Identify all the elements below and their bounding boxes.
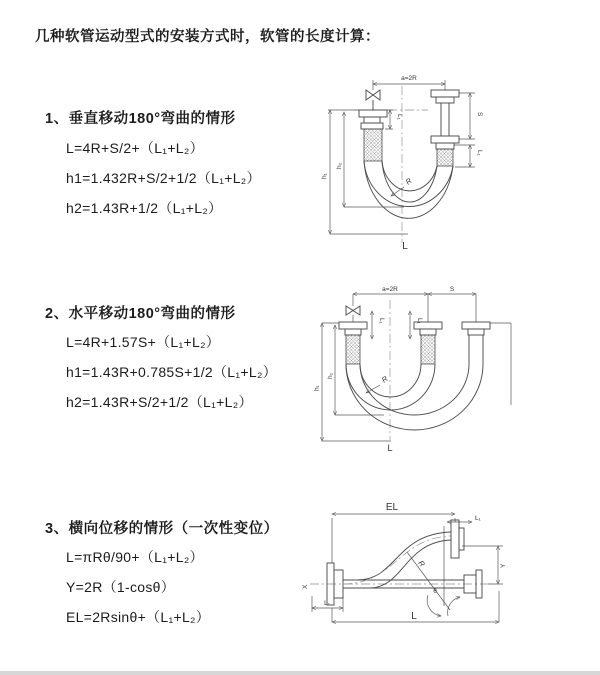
section-2-formula-l: L=4R+1.57S+（L₁+L₂） [66, 334, 221, 350]
page-bottom-edge [0, 671, 600, 675]
dim-label-theta: θ [433, 588, 437, 595]
dim-label-r: R [416, 558, 427, 569]
dim-label-y: Y [500, 563, 507, 568]
dim-label-l1-bottom: L₁ [324, 600, 330, 607]
vertical-180-bend-diagram [308, 66, 532, 258]
horizontal-180-bend-diagram [306, 280, 538, 462]
hose-assembly [327, 520, 482, 605]
section-1-heading: 1、垂直移动180°弯曲的情形 [45, 111, 236, 127]
section-3-formula-y: Y=2R（1-cosθ） [66, 579, 176, 595]
dim-label-l1-top: L₁ [475, 515, 481, 522]
page-title: 几种软管运动型式的安装方式时，软管的长度计算： [35, 29, 380, 45]
dim-label-a2r: a=2R [401, 75, 417, 82]
section-3-formula-el: EL=2Rsinθ+（L₁+L₂） [66, 609, 211, 625]
dim-label-l: L [411, 611, 417, 622]
dim-label-l1-mid: L₁ [416, 318, 423, 324]
dim-label-h1: h₁ [313, 385, 321, 391]
lateral-displacement-diagram [292, 496, 568, 646]
dimensions [312, 502, 507, 622]
centerline-mark-x: X [302, 584, 309, 589]
section-3-formula-l: L=πRθ/90+（L₁+L₂） [66, 549, 204, 565]
dim-label-h2: h₂ [327, 372, 334, 379]
braided-hose-section [437, 149, 453, 166]
section-1-formula-l: L=4R+S/2+（L₁+L₂） [66, 140, 204, 156]
section-3-heading: 3、横向位移的情形（一次性变位） [45, 521, 279, 537]
dim-label-h1: h₁ [321, 173, 328, 179]
dim-label-h2: h₂ [336, 162, 343, 169]
dimensions [314, 286, 512, 453]
section-2-formula-h2: h2=1.43R+S/2+1/2（L₁+L₂） [66, 394, 253, 410]
section-2-heading: 2、水平移动180°弯曲的情形 [45, 306, 236, 322]
valve-icon [346, 306, 360, 315]
dim-label-l1-left: L₁ [396, 114, 403, 120]
hose-assembly [359, 90, 459, 218]
dim-label-s: S [449, 286, 455, 293]
dim-label-r: R [403, 176, 414, 187]
dim-label-a2r: a=2R [382, 286, 398, 293]
braided-hose-section [421, 335, 435, 364]
braided-hose-section [364, 129, 382, 161]
dim-label-el: EL [385, 502, 399, 513]
dim-label-l1-right: L₁ [476, 150, 483, 156]
dim-label-l1-left: L₁ [378, 318, 385, 324]
dim-label-l: L [387, 443, 393, 453]
dim-label-s: S [476, 112, 483, 117]
section-1-formula-h1: h1=1.432R+S/2+1/2（L₁+L₂） [66, 170, 261, 186]
section-2-formula-h1: h1=1.43R+0.785S+1/2（L₁+L₂） [66, 364, 277, 380]
braided-hose-section [346, 335, 360, 364]
valve-icon [366, 90, 380, 110]
dim-label-r: R [379, 374, 390, 385]
section-1-formula-h2: h2=1.43R+1/2（L₁+L₂） [66, 200, 223, 216]
dim-label-l: L [402, 241, 408, 252]
hose-assembly [339, 322, 490, 430]
